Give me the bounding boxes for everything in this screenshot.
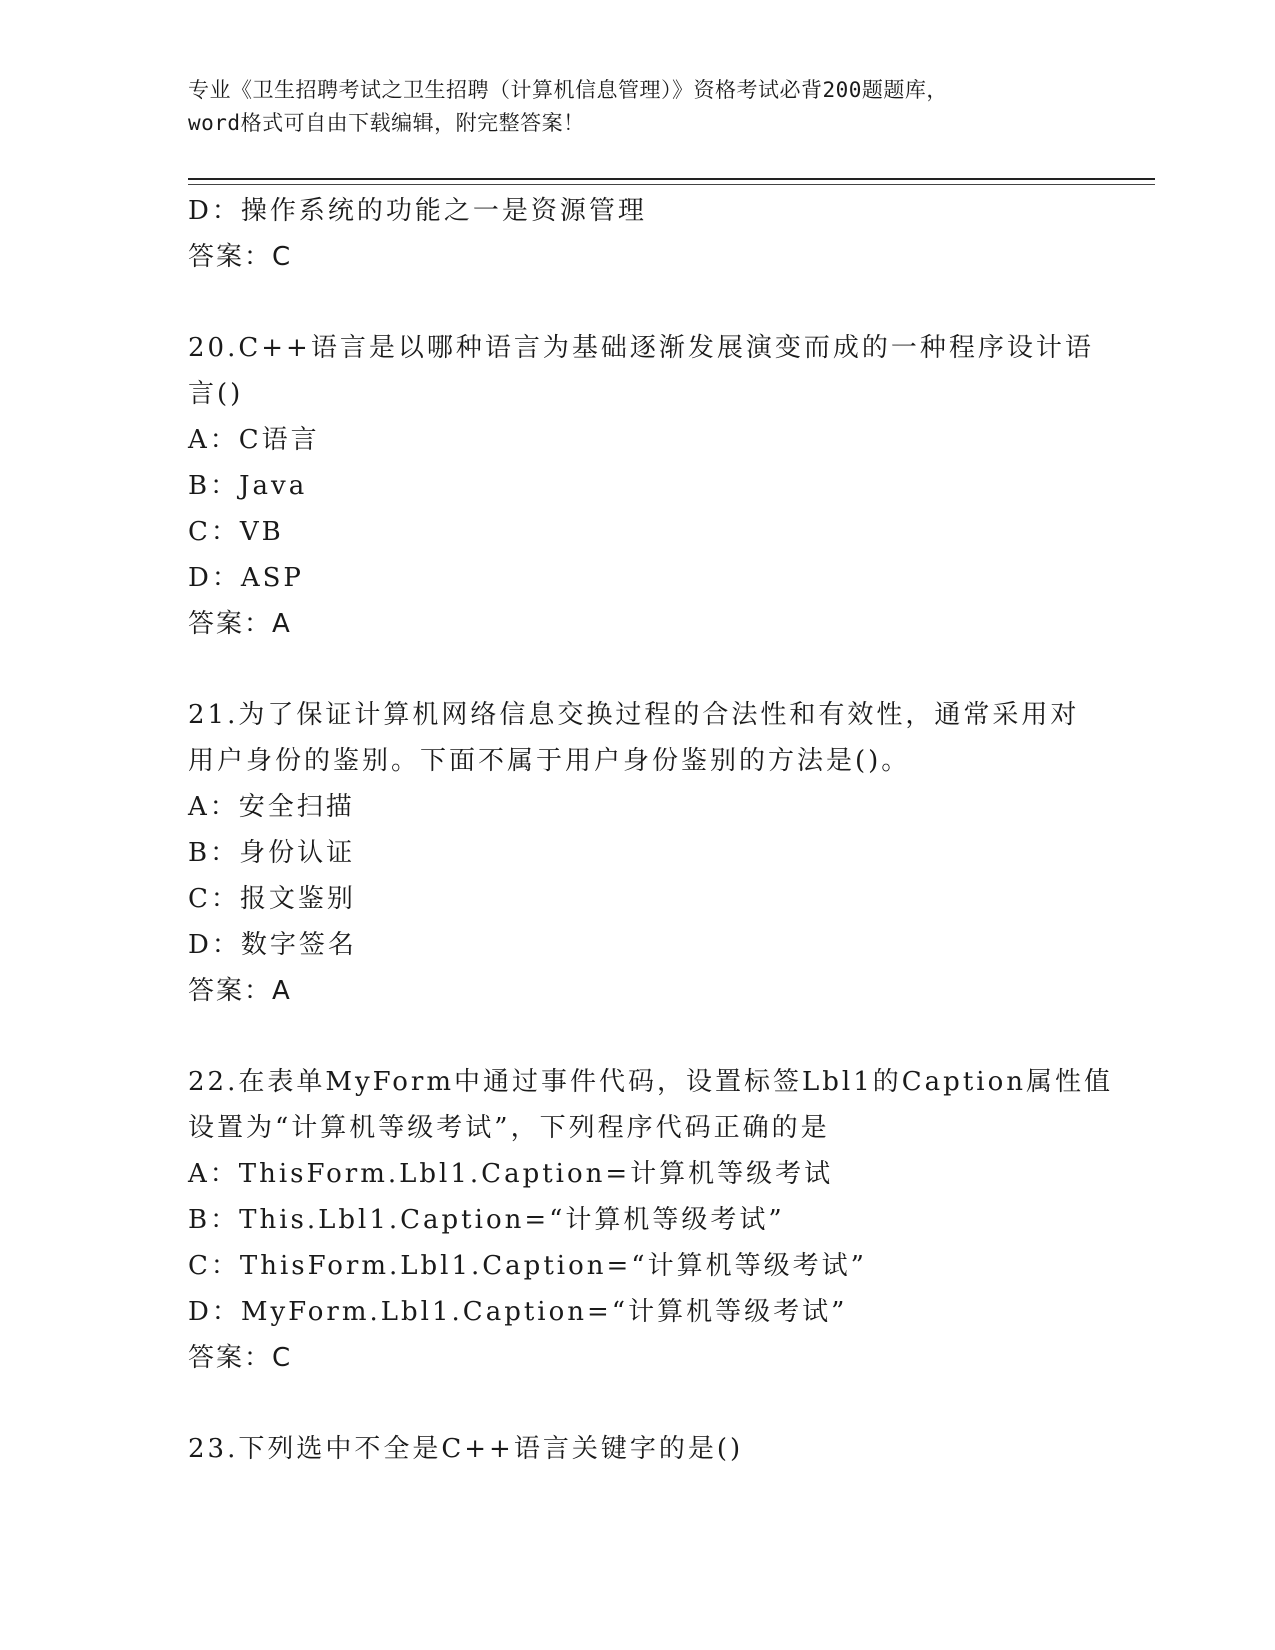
answer-line: 答案：A bbox=[188, 609, 292, 639]
option-b: B：身份认证 bbox=[188, 838, 356, 868]
question-list bbox=[188, 188, 1113, 1472]
question-stem: 22.在表单MyForm中通过事件代码，设置标签Lbl1的Caption属性值 bbox=[188, 1067, 1113, 1097]
question-block-23 bbox=[188, 1426, 1088, 1472]
question-stem-continued: 用户身份的鉴别。下面不属于用户身份鉴别的方法是()。 bbox=[188, 746, 911, 776]
spacer bbox=[188, 1014, 1088, 1059]
question-stem-continued: 言() bbox=[188, 379, 244, 409]
header-divider-thin bbox=[188, 184, 1155, 185]
answer-line: 答案：C bbox=[188, 242, 293, 272]
question-stem: 23.下列选中不全是C++语言关键字的是() bbox=[188, 1434, 744, 1464]
option-b: B：Java bbox=[188, 471, 308, 501]
answer-line: 答案：A bbox=[188, 976, 292, 1006]
header-line-1: 专业《卫生招聘考试之卫生招聘（计算机信息管理）》资格考试必背200题题库， bbox=[188, 78, 948, 102]
option-c: C：ThisForm.Lbl1.Caption=“计算机等级考试” bbox=[188, 1251, 867, 1281]
question-stem: 21.为了保证计算机网络信息交换过程的合法性和有效性，通常采用对 bbox=[188, 700, 1080, 730]
option-a: A：安全扫描 bbox=[188, 792, 355, 822]
option-d: D：ASP bbox=[188, 563, 304, 593]
header-line-2: word格式可自由下载编辑，附完整答案！ bbox=[188, 111, 585, 135]
question-block-22 bbox=[188, 1059, 1113, 1381]
question-block-21 bbox=[188, 692, 1088, 1014]
option-d: D：操作系统的功能之一是资源管理 bbox=[188, 196, 647, 226]
option-c: C：报文鉴别 bbox=[188, 884, 356, 914]
answer-line: 答案：C bbox=[188, 1343, 293, 1373]
document-header bbox=[188, 74, 1088, 140]
option-d: D：数字签名 bbox=[188, 930, 357, 960]
option-a: A：C语言 bbox=[188, 425, 320, 455]
option-c: C：VB bbox=[188, 517, 284, 547]
option-b: B：This.Lbl1.Caption=“计算机等级考试” bbox=[188, 1205, 785, 1235]
spacer bbox=[188, 1381, 1088, 1426]
question-block-prev bbox=[188, 188, 1088, 280]
question-stem: 20.C++语言是以哪种语言为基础逐渐发展演变而成的一种程序设计语 bbox=[188, 333, 1094, 363]
question-block-20 bbox=[188, 325, 1094, 647]
option-a: A：ThisForm.Lbl1.Caption=计算机等级考试 bbox=[188, 1159, 834, 1189]
option-d: D：MyForm.Lbl1.Caption=“计算机等级考试” bbox=[188, 1297, 848, 1327]
spacer bbox=[188, 280, 1088, 325]
header-divider-thick bbox=[188, 178, 1155, 180]
spacer bbox=[188, 647, 1088, 692]
question-stem-continued: 设置为“计算机等级考试”，下列程序代码正确的是 bbox=[188, 1113, 830, 1143]
